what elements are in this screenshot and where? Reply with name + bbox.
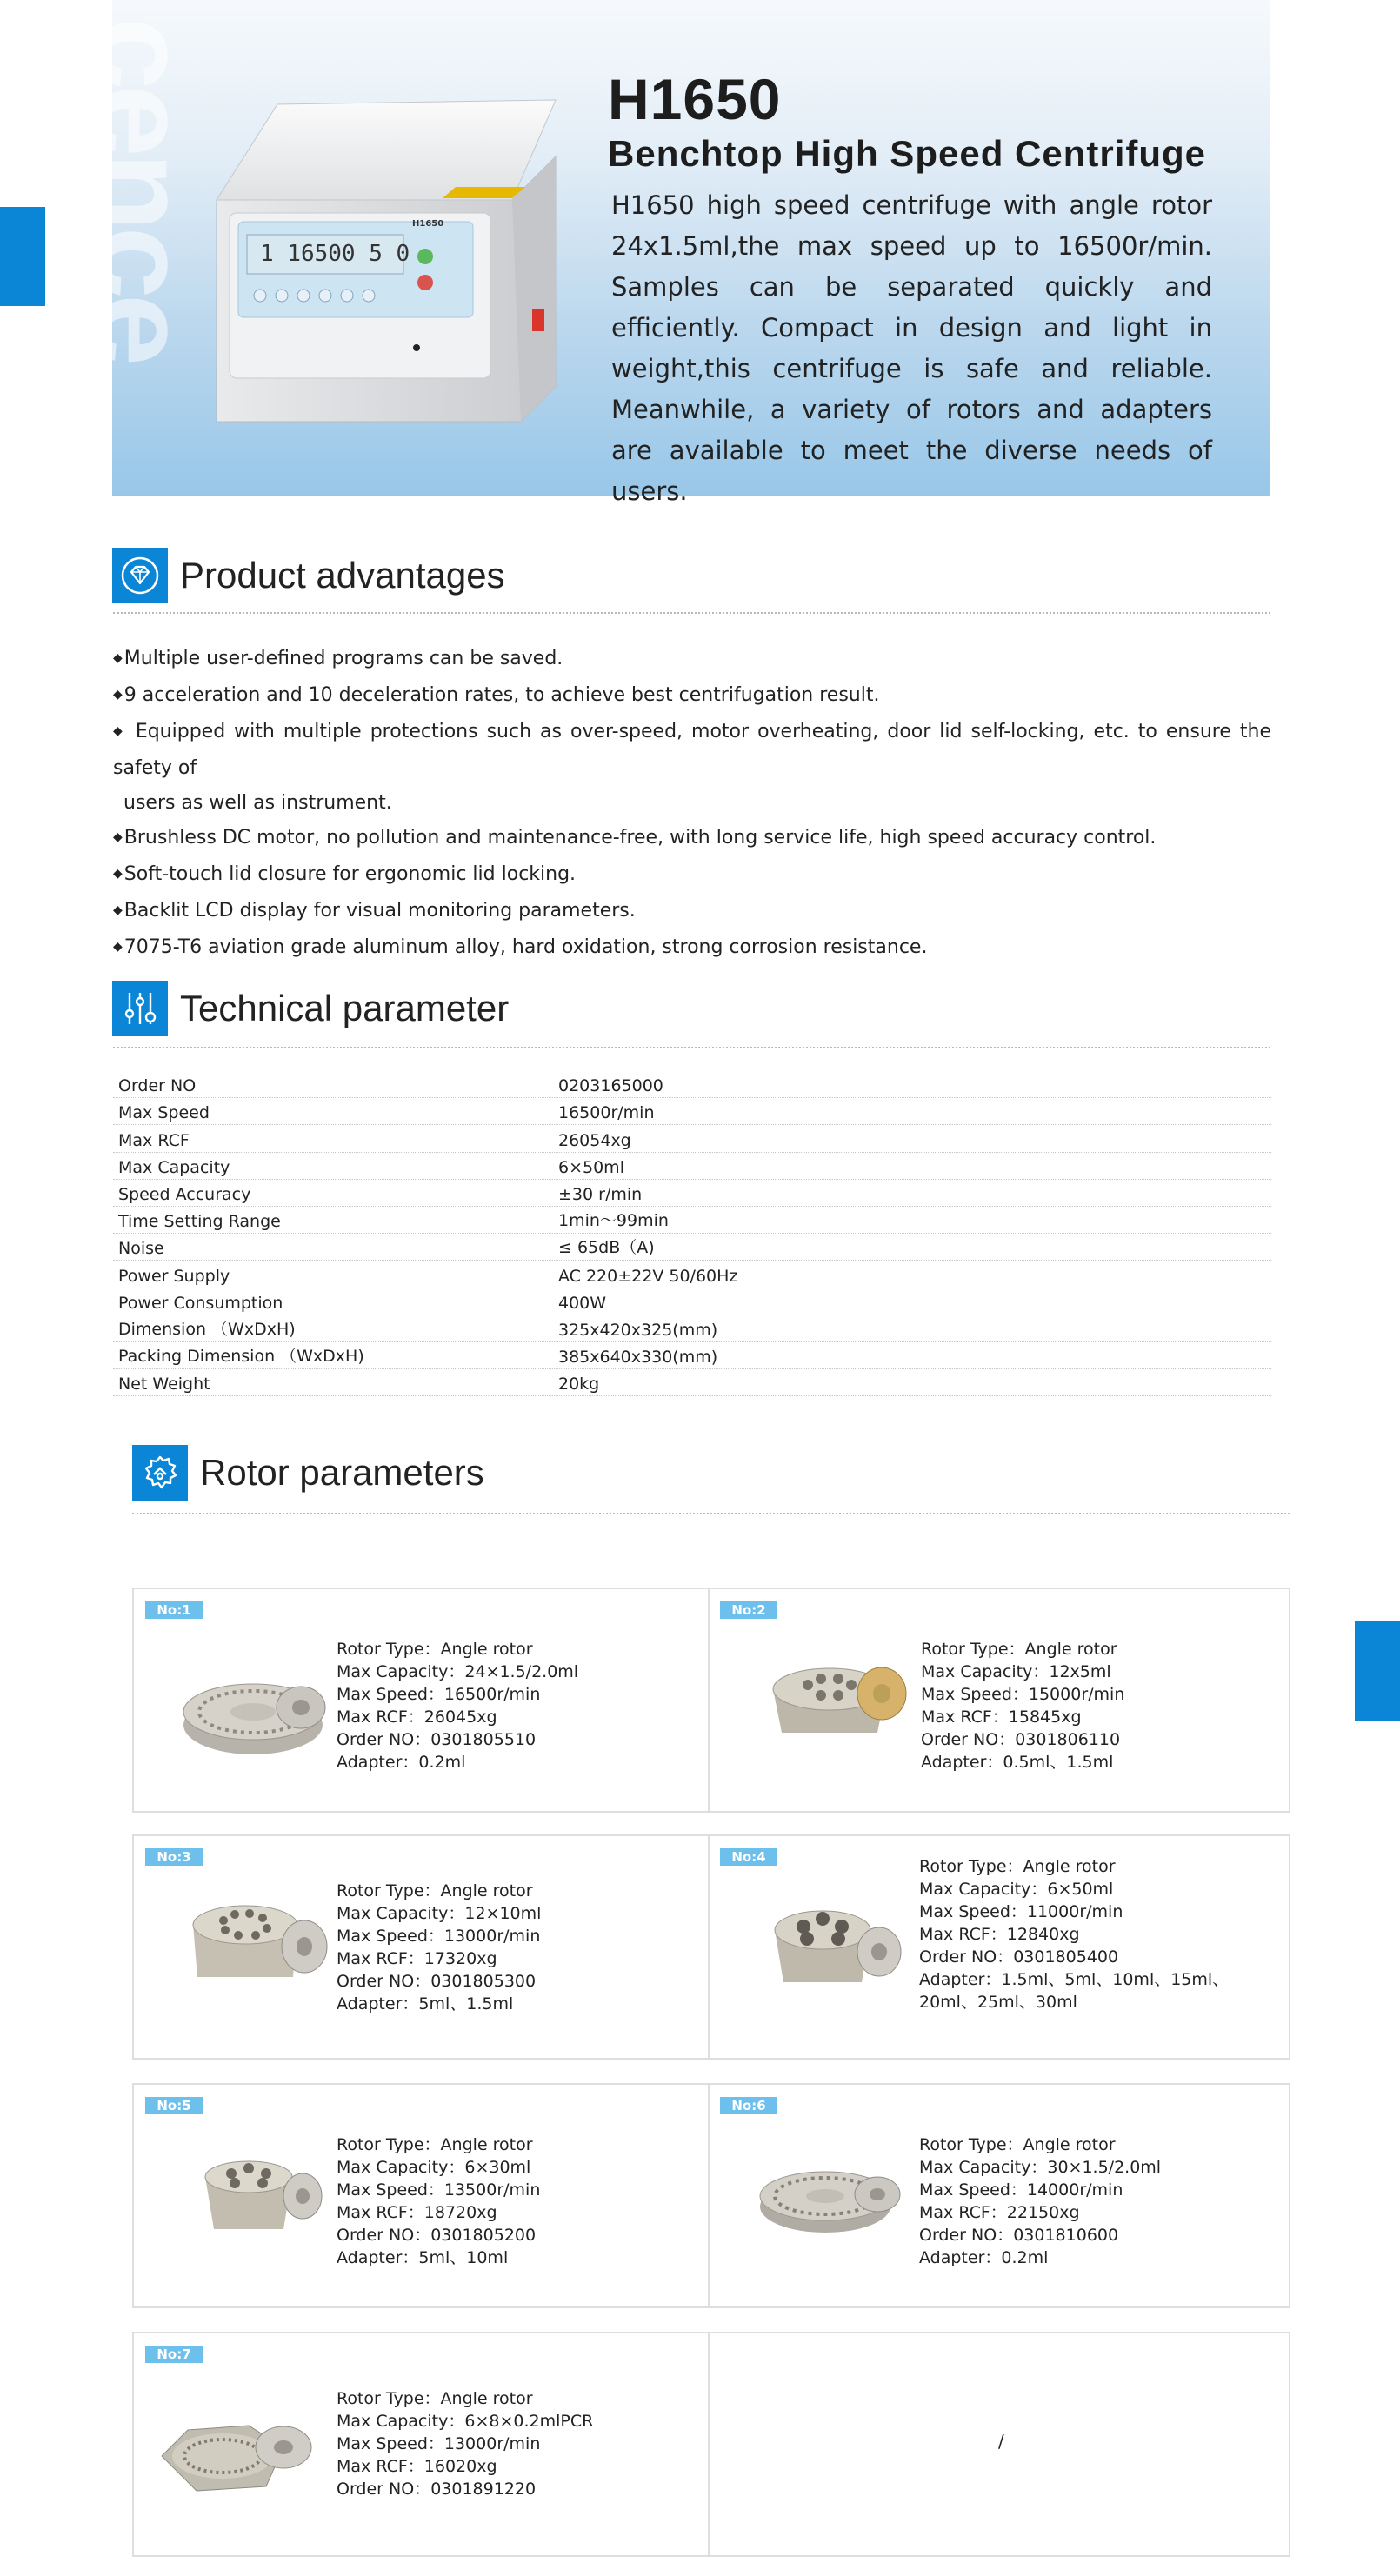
rotor-5-specs: Rotor Type：Angle rotor Max Capacity：6×30ml Max Speed：13500r/min Max RCF：18720xg Order NO：0301805200 Adapter：5ml、10ml [337, 2135, 541, 2267]
rotor-badge-1: No:1 [145, 1601, 203, 1619]
list-item: ◆7075-T6 aviation grade aluminum alloy, hard oxidation, strong corrosion resistance. [113, 936, 928, 958]
rotor-row-4 [132, 2332, 1290, 2557]
product-name: Benchtop High Speed Centrifuge [608, 132, 1207, 174]
advantages-divider [113, 612, 1270, 614]
rotor-4-specs: Rotor Type：Angle rotor Max Capacity：6×50ml Max Speed：11000r/min Max RCF：12840xg Order NO：0301805400 Adapter：1.5ml、5ml、10ml、15ml、 20ml、25ml、30ml [919, 1857, 1230, 2012]
rotor-row-divider [708, 1836, 710, 2058]
list-item: ◆Brushless DC motor, no pollution and maintenance-free, with long service life, high speed accuracy control. [113, 827, 1157, 849]
rotor-heading [132, 1445, 484, 1501]
rotor-row-2 [132, 1834, 1290, 2060]
rotor-6-image [756, 2153, 912, 2248]
table-row: Order NO 0203165000 [113, 1071, 1271, 1098]
rotor-badge-3: No:3 [145, 1848, 203, 1866]
rotor-3-image [176, 1890, 332, 1986]
list-item: ◆ Equipped with multiple protections such as over-speed, motor overheating, door lid self-locking, etc. to ensure the safety of users as well as instrument. [113, 721, 1271, 814]
side-tab-right [1355, 1621, 1400, 1721]
table-row: Power Supply AC 220±22V 50/60Hz [113, 1261, 1271, 1288]
rotor-badge-7: No:7 [145, 2346, 203, 2363]
table-row: Net Weight 20kg [113, 1369, 1271, 1396]
list-item: ◆9 acceleration and 10 deceleration rates, to achieve best centrifugation result. [113, 684, 880, 706]
hero-watermark: cence [70, 17, 216, 362]
rotor-1-image [179, 1664, 336, 1760]
rotor-2-specs: Rotor Type：Angle rotor Max Capacity：12x5ml Max Speed：15000r/min Max RCF：15845xg Order NO：0301806110 Adapter：0.5ml、1.5ml [921, 1640, 1125, 1772]
table-row: Dimension （WxDxH) 325x420x325(mm) [113, 1315, 1271, 1342]
rotor-row-divider [708, 2333, 710, 2555]
sliders-icon [112, 981, 168, 1036]
gear-icon [132, 1445, 188, 1501]
machine-brand: H1650 [412, 219, 444, 229]
advantages-title: Product advantages [180, 555, 505, 596]
machine-display: 1 16500 5 0 [260, 241, 410, 267]
rotor-6-specs: Rotor Type：Angle rotor Max Capacity：30×1.5/2.0ml Max Speed：14000r/min Max RCF：22150xg Order NO：0301810600 Adapter：0.2ml [919, 2135, 1162, 2267]
diamond-icon [112, 548, 168, 603]
empty-cell-mark: / [998, 2431, 1004, 2452]
rotor-row-3 [132, 2083, 1290, 2308]
rotor-2-image [756, 1650, 912, 1746]
rotor-row-divider [708, 1589, 710, 1811]
centrifuge-image [182, 87, 669, 452]
rotor-divider [132, 1513, 1290, 1514]
product-model: H1650 [608, 67, 782, 131]
advantages-heading [112, 548, 505, 603]
rotor-4-image [753, 1895, 910, 1991]
side-tab-left [0, 207, 45, 306]
technical-heading [112, 981, 509, 1036]
table-row: Max Capacity 6×50ml [113, 1153, 1271, 1180]
list-item: ◆Backlit LCD display for visual monitoring parameters. [113, 900, 636, 922]
rotor-3-specs: Rotor Type：Angle rotor Max Capacity：12×10ml Max Speed：13000r/min Max RCF：17320xg Order NO：0301805300 Adapter：5ml、1.5ml [337, 1881, 542, 2014]
rotor-badge-2: No:2 [720, 1601, 777, 1619]
technical-title: Technical parameter [180, 988, 510, 1028]
rotor-badge-6: No:6 [720, 2097, 777, 2114]
hero-banner [70, 0, 1270, 506]
product-description: H1650 high speed centrifuge with angle rotor 24x1.5ml,the max speed up to 16500r/min. Samples can be separated quickly and efficiently. Compact in design and light in weight,this centrifuge is safe and reliable. Meanwhile, a variety of rotors and adapters are available to meet the diverse needs of users. [611, 190, 1212, 506]
table-row: Time Setting Range 1min～99min [113, 1207, 1271, 1234]
rotor-7-specs: Rotor Type：Angle rotor Max Capacity：6×8×0.2mlPCR Max Speed：13000r/min Max RCF：16020xg Order NO：0301891220 [337, 2389, 594, 2499]
technical-divider [113, 1047, 1270, 1048]
rotor-row-1 [132, 1588, 1290, 1813]
rotor-5-image [179, 2142, 336, 2238]
advantages-list [113, 642, 1271, 967]
table-row: Noise ≤ 65dB（A) [113, 1234, 1271, 1261]
table-row: Speed Accuracy ±30 r/min [113, 1180, 1271, 1207]
rotor-row-divider [708, 2085, 710, 2306]
list-item: ◆Multiple user-defined programs can be saved. [113, 648, 563, 669]
table-row: Max RCF 26054xg [113, 1125, 1271, 1152]
rotor-1-specs: Rotor Type：Angle rotor Max Capacity：24×1.5/2.0ml Max Speed：16500r/min Max RCF：26045xg Order NO：0301805510 Adapter：0.2ml [337, 1640, 579, 1772]
rotor-7-image [153, 2408, 318, 2504]
table-row: Packing Dimension （WxDxH) 385x640x330(mm) [113, 1342, 1271, 1369]
technical-table [113, 1071, 1271, 1396]
list-item: ◆Soft-touch lid closure for ergonomic lid locking. [113, 863, 577, 885]
table-row: Power Consumption 400W [113, 1288, 1271, 1315]
table-row: Max Speed 16500r/min [113, 1098, 1271, 1125]
rotor-badge-5: No:5 [145, 2097, 203, 2114]
rotor-title: Rotor parameters [200, 1452, 484, 1493]
rotor-badge-4: No:4 [720, 1848, 777, 1866]
